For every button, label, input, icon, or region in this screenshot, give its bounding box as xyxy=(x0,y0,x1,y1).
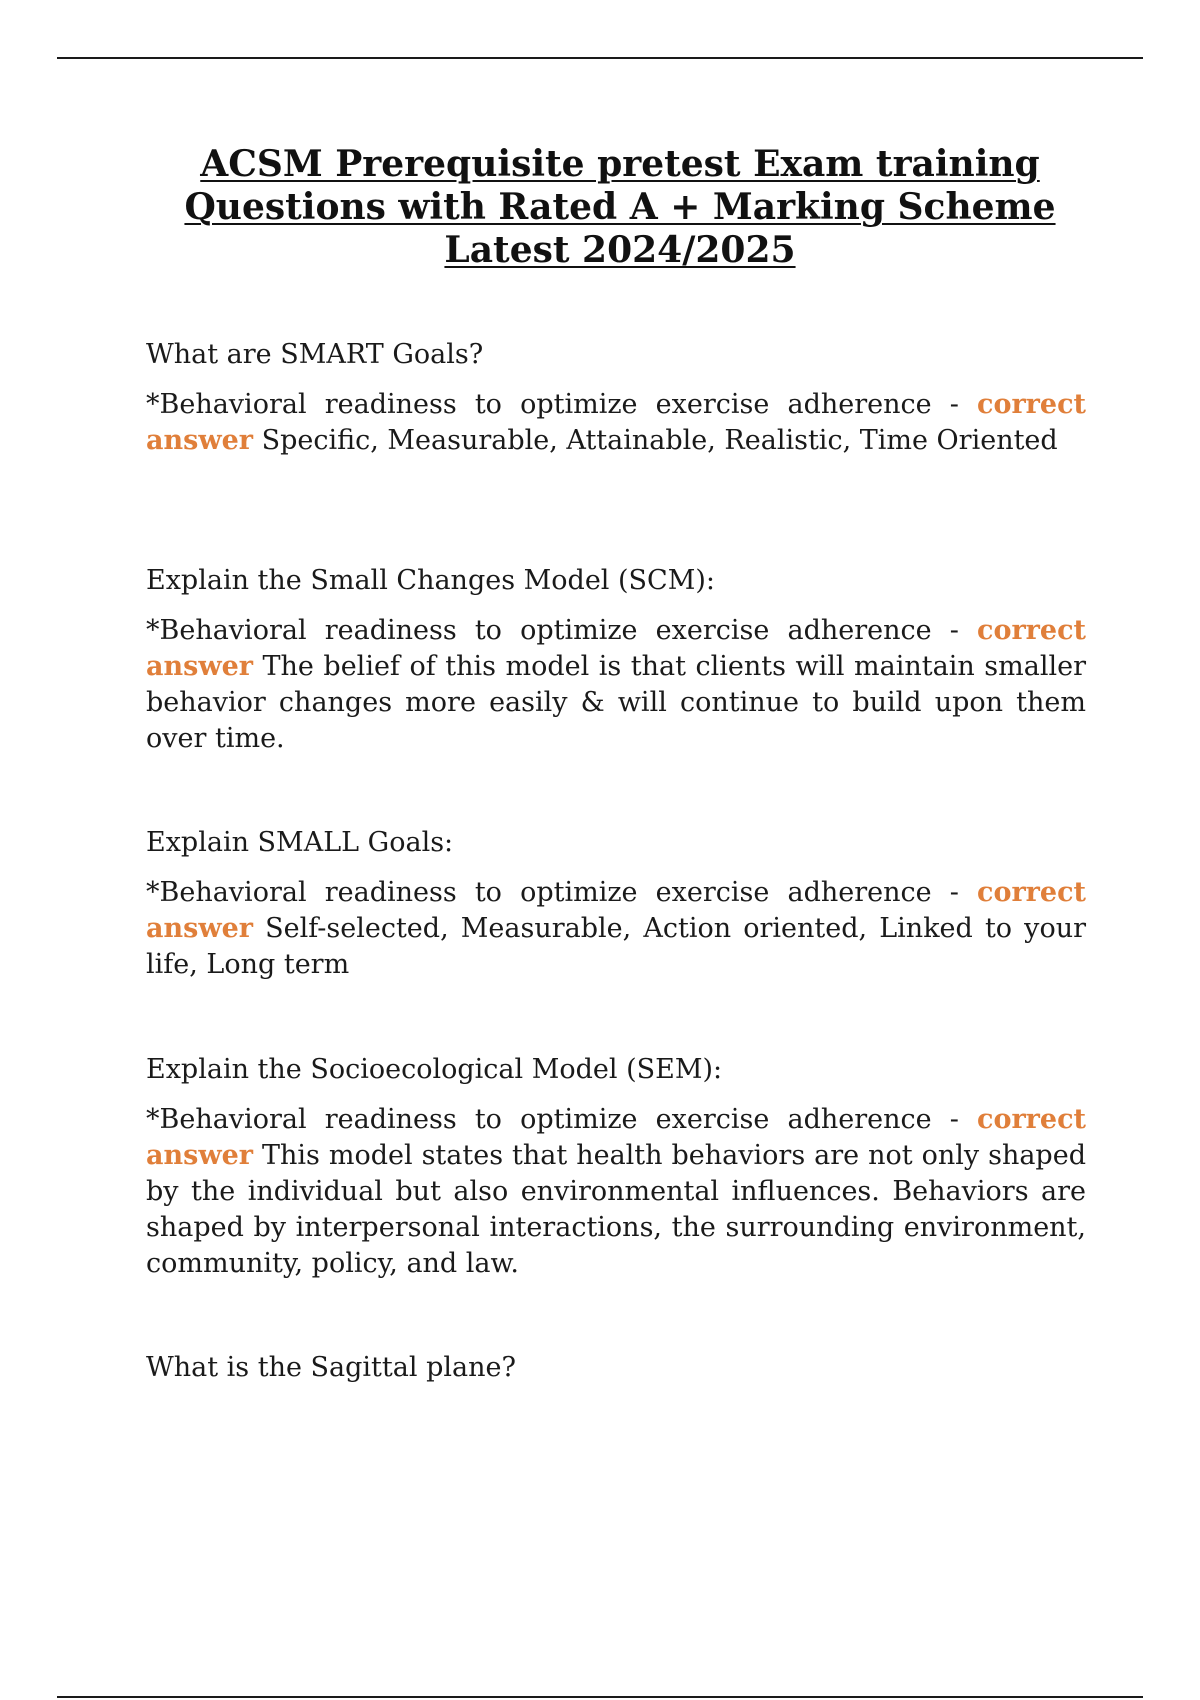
answer-text xyxy=(146,387,1086,459)
top-divider xyxy=(57,57,1143,59)
answer-text xyxy=(146,613,1086,757)
question-text: What is the Sagittal plane? xyxy=(146,1352,516,1383)
answer-text xyxy=(146,1102,1086,1282)
answer-body: The belief of this model is that clients will maintain smaller behavior changes more easily & will continue to build upon them over time. xyxy=(146,651,1086,754)
answer-text xyxy=(146,875,1086,983)
qa-item-socioecological-model xyxy=(146,1052,1086,1282)
answer-prefix: *Behavioral readiness to optimize exercise adherence - xyxy=(146,877,959,908)
title-line-1: ACSM Prerequisite pretest Exam training xyxy=(200,143,1040,185)
qa-item-small-changes-model xyxy=(146,563,1086,757)
question-text: Explain the Socioecological Model (SEM): xyxy=(146,1054,723,1085)
qa-item-sagittal-plane xyxy=(146,1350,1086,1386)
correct-answer-marker: correct answer xyxy=(146,389,1086,456)
answer-body: Specific, Measurable, Attainable, Realistic, Time Oriented xyxy=(261,425,1058,456)
answer-prefix: *Behavioral readiness to optimize exercise adherence - xyxy=(146,1104,959,1135)
question-text: What are SMART Goals? xyxy=(146,339,484,370)
question-text: Explain the Small Changes Model (SCM): xyxy=(146,565,715,596)
correct-answer-marker: correct answer xyxy=(146,615,1086,682)
qa-item-smart-goals xyxy=(146,337,1086,459)
question-text: Explain SMALL Goals: xyxy=(146,827,454,858)
correct-answer-marker: correct answer xyxy=(146,1104,1086,1171)
answer-prefix: *Behavioral readiness to optimize exercise adherence - xyxy=(146,615,959,646)
document-title xyxy=(140,143,1100,272)
answer-body: This model states that health behaviors are not only shaped by the individual but also environmental influences. Behaviors are shaped by interpersonal interactions, the surrounding environment, community, policy, and law. xyxy=(146,1140,1086,1279)
bottom-divider xyxy=(57,1696,1143,1698)
correct-answer-marker: correct answer xyxy=(146,877,1086,944)
qa-item-small-goals xyxy=(146,825,1086,983)
answer-body: Self-selected, Measurable, Action oriented, Linked to your life, Long term xyxy=(146,913,1086,980)
answer-prefix: *Behavioral readiness to optimize exercise adherence - xyxy=(146,389,959,420)
title-line-3: Latest 2024/2025 xyxy=(444,229,796,271)
title-line-2: Questions with Rated A + Marking Scheme xyxy=(184,186,1056,228)
